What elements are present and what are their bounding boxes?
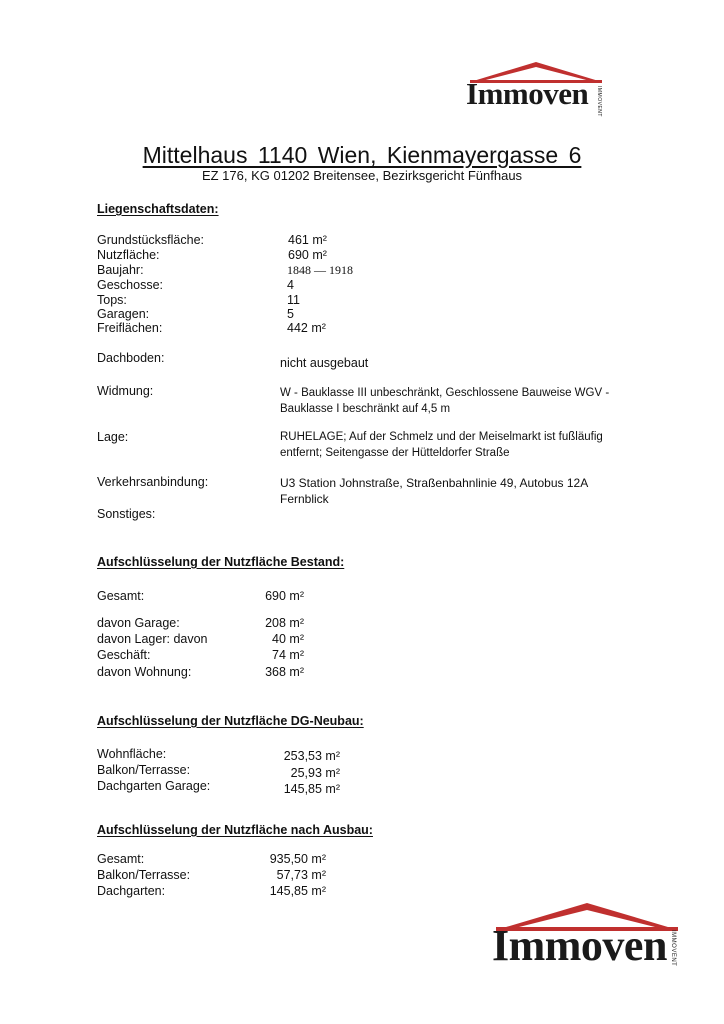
label-bestand-lager: davon Lager: davon <box>97 632 208 646</box>
value-dg-balkon: 25,93 m² <box>290 766 340 780</box>
value-nutzflaeche: 690 m² <box>288 248 327 262</box>
brand-name: Immoven <box>492 921 667 970</box>
label-dg-dachgarten: Dachgarten Garage: <box>97 779 211 793</box>
value-bestand-garage: 208 m² <box>265 616 304 630</box>
label-lage: Lage: <box>97 430 129 444</box>
value-tops: 11 <box>287 293 300 307</box>
brand-name: Immoven <box>466 76 589 111</box>
value-ausbau-gesamt: 935,50 m² <box>269 852 326 866</box>
label-bestand-gesamt: Gesamt: <box>97 589 145 603</box>
page-title: Mittelhaus 1140 Wien, Kienmayergasse 6 <box>142 142 582 168</box>
label-grundstuecksflaeche: Grundstücksfläche: <box>97 233 204 247</box>
label-bestand-garage: davon Garage: <box>97 616 180 630</box>
label-garagen: Garagen: <box>97 307 150 321</box>
label-ausbau-balkon: Balkon/Terrasse: <box>97 868 191 882</box>
section-heading-dg-neubau: Aufschlüsselung der Nutzfläche DG-Neubau: <box>97 714 364 728</box>
label-bestand-wohnung: davon Wohnung: <box>97 665 192 679</box>
brand-tagline: IMMOVENT <box>596 86 602 117</box>
label-sonstiges: Sonstiges: <box>97 507 156 521</box>
value-bestand-lager: 40 m² <box>272 632 304 646</box>
label-verkehrsanbindung: Verkehrsanbindung: <box>97 475 209 489</box>
value-dachboden: nicht ausgebaut <box>280 356 369 370</box>
value-verkehrsanbindung: U3 Station Johnstraße, Straßenbahnlinie 49, Autobus 12A Fernblick <box>280 476 588 506</box>
section-heading-bestand: Aufschlüsselung der Nutzfläche Bestand: <box>97 555 345 569</box>
label-tops: Tops: <box>97 293 127 307</box>
value-widmung: W - Bauklasse III unbeschränkt, Geschlossene Bauweise WGV - Bauklasse I beschränkt auf 4,5 m <box>280 387 610 415</box>
label-widmung: Widmung: <box>97 384 154 398</box>
value-geschosse: 4 <box>287 278 294 292</box>
value-dg-wohnflaeche: 253,53 m² <box>283 749 340 763</box>
brand-tagline: IMMOVENT <box>670 930 676 967</box>
label-ausbau-gesamt: Gesamt: <box>97 852 145 866</box>
label-geschosse: Geschosse: <box>97 278 164 292</box>
label-dg-wohnflaeche: Wohnfläche: <box>97 747 167 761</box>
value-grundstuecksflaeche: 461 m² <box>288 233 327 247</box>
value-lage: RUHELAGE; Auf der Schmelz und der Meiselmarkt ist fußläufig entfernt; Seitengasse der Hütteldorfer Straße <box>280 431 603 459</box>
label-dg-balkon: Balkon/Terrasse: <box>97 763 191 777</box>
value-bestand-geschaeft: 74 m² <box>272 648 304 662</box>
value-freiflaechen: 442 m² <box>287 321 326 335</box>
label-baujahr: Baujahr: <box>97 263 144 277</box>
value-garagen: 5 <box>287 307 294 321</box>
value-bestand-wohnung: 368 m² <box>265 665 304 679</box>
brand-logo-bottom <box>492 900 682 975</box>
value-ausbau-balkon: 57,73 m² <box>276 868 326 882</box>
value-dg-dachgarten: 145,85 m² <box>283 782 340 796</box>
value-bestand-gesamt: 690 m² <box>265 589 304 603</box>
brand-logo-top <box>466 60 606 117</box>
value-baujahr: 1848 — 1918 <box>287 263 353 277</box>
section-heading-liegenschaft: Liegenschaftsdaten: <box>97 202 219 216</box>
label-bestand-geschaeft: Geschäft: <box>97 648 151 662</box>
section-heading-nach-ausbau: Aufschlüsselung der Nutzfläche nach Ausbau: <box>97 823 373 837</box>
page-subtitle: EZ 176, KG 01202 Breitensee, Bezirksgericht Fünfhaus <box>201 168 523 183</box>
label-freiflaechen: Freiflächen: <box>97 321 163 335</box>
value-ausbau-dachgarten: 145,85 m² <box>269 884 326 898</box>
label-nutzflaeche: Nutzfläche: <box>97 248 160 262</box>
label-dachboden: Dachboden: <box>97 351 165 365</box>
label-ausbau-dachgarten: Dachgarten: <box>97 884 166 898</box>
